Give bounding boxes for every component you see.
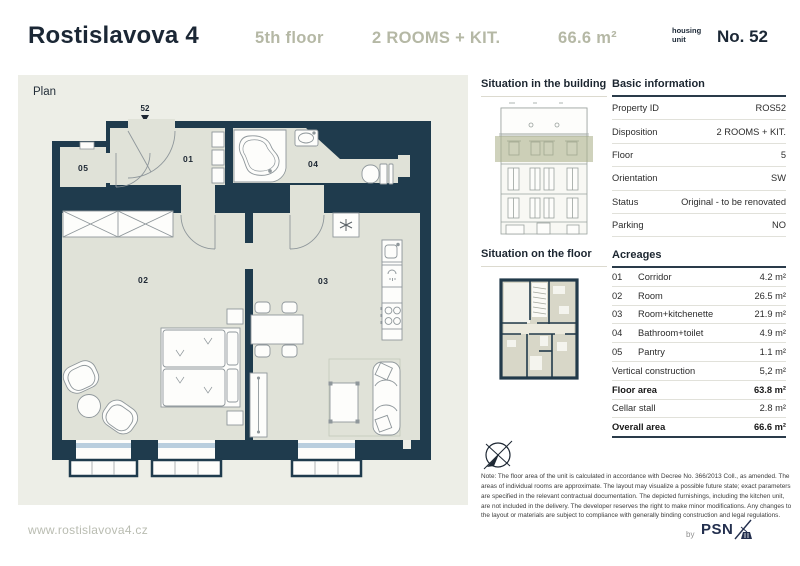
room-label-05: 05 [78, 163, 89, 173]
info-label: Parking [612, 220, 644, 231]
acreage-num: 04 [612, 328, 623, 339]
acreage-label: Bathroom+toilet [638, 328, 704, 339]
acreage-num: 05 [612, 347, 623, 358]
info-label: Orientation [612, 173, 658, 184]
acreage-value: 66.6 m² [753, 422, 786, 433]
acreage-row [612, 400, 786, 419]
acreage-label: Vertical construction [612, 365, 696, 376]
info-label: Property ID [612, 103, 660, 114]
housing-unit-label [672, 26, 701, 45]
acreage-value: 1.1 m² [759, 347, 786, 358]
acreages-panel [612, 247, 786, 438]
legal-note: Note: The floor area of the unit is calculated in accordance with Decree No. 366/2013 Coll., as amended. The areas of individual rooms are approximate. The layout may visualize a possible future state; exact parameters are specified in the relevant contractual documentation. The depicted furnishings, including the kitchen unit, are not included in the delivery. The developer reserves the right to make minor modifications. Any changes to the layout or materials are subject to compliance with generally binding construction and legal regulations. [481, 473, 792, 520]
acreage-num: 03 [612, 309, 623, 320]
psn-tower-icon [733, 517, 755, 541]
floor-situation-drawing [497, 276, 581, 384]
acreage-label: Room+kitchenette [638, 309, 714, 320]
info-value: NO [772, 220, 786, 231]
info-label: Floor [612, 149, 634, 160]
info-label: Status [612, 196, 639, 207]
building-elevation-drawing [489, 100, 599, 236]
floor-section-title: Situation on the floor [481, 248, 592, 260]
plan-panel [18, 75, 468, 505]
by-label: by [686, 530, 695, 539]
info-label: Disposition [612, 126, 658, 137]
unit-number: No. 52 [717, 27, 769, 46]
tall-wardrobe [250, 373, 267, 437]
plan-title: Plan [33, 86, 57, 98]
acreage-value: 4.9 m² [759, 328, 786, 339]
sink [295, 130, 318, 146]
acreage-row [612, 306, 786, 325]
acreage-row [612, 343, 786, 362]
building-section-rule [481, 96, 607, 97]
acreage-value: 26.5 m² [754, 290, 786, 301]
floor-highlight-band [495, 136, 593, 162]
info-row [612, 167, 786, 190]
floor-section-rule [481, 266, 607, 267]
housing-unit-line2: unit [672, 35, 686, 45]
acreage-label: Room [638, 290, 663, 301]
psn-brand: PSN [701, 521, 734, 538]
room-label-01: 01 [183, 154, 194, 164]
info-value: Original - to be renovated [681, 196, 786, 207]
stove [382, 303, 402, 329]
side-table [78, 395, 101, 418]
acreage-row-overall-area [612, 418, 786, 438]
room-label-02: 02 [138, 275, 149, 285]
acreage-label: Overall area [612, 422, 666, 433]
info-row [612, 191, 786, 214]
acreage-num: 01 [612, 271, 623, 282]
acreage-row-floor-area [612, 381, 786, 400]
acreage-label: Corridor [638, 271, 672, 282]
basic-info-title: Basic information [612, 76, 786, 97]
acreage-value: 63.8 m² [753, 384, 786, 395]
basic-info-panel [612, 76, 786, 237]
floorplan-drawing [18, 75, 468, 505]
housing-unit-line1: housing [672, 26, 702, 35]
info-row [612, 120, 786, 143]
acreage-num: 02 [612, 290, 623, 301]
info-row [612, 144, 786, 167]
acreage-row [612, 268, 786, 287]
room-label-03: 03 [318, 276, 329, 286]
coffee-table [330, 383, 358, 422]
website-url: www.rostislavova4.cz [28, 523, 149, 537]
corridor-shelves [212, 132, 224, 183]
acreage-row [612, 362, 786, 381]
acreage-label: Cellar stall [612, 403, 656, 414]
info-value: SW [771, 173, 786, 184]
acreage-value: 21.9 m² [754, 309, 786, 320]
info-row [612, 214, 786, 237]
acreages-title: Acreages [612, 247, 786, 268]
room-label-04: 04 [308, 159, 319, 169]
north-arrow-icon [479, 435, 519, 475]
info-value: 5 [780, 149, 786, 160]
wardrobe-x [63, 211, 173, 237]
entrance-unit-number: 52 [140, 104, 150, 113]
bathtub [234, 130, 286, 182]
info-value: ROS52 [755, 103, 786, 114]
header-disposition: 2 ROOMS + KIT. [372, 29, 501, 47]
acreage-label: Floor area [612, 384, 657, 395]
acreage-row [612, 287, 786, 306]
acreage-value: 5,2 m² [759, 365, 786, 376]
info-row [612, 97, 786, 120]
building-section-title: Situation in the building [481, 78, 607, 90]
header-area: 66.6 m² [558, 29, 617, 47]
acreage-value: 4.2 m² [759, 271, 786, 282]
info-value: 2 ROOMS + KIT. [716, 126, 786, 137]
brand-logo: Rostislavova 4 [28, 22, 199, 49]
header-floor: 5th floor [255, 29, 324, 47]
acreage-row [612, 324, 786, 343]
acreage-label: Pantry [638, 347, 665, 358]
acreage-value: 2.8 m² [759, 403, 786, 414]
